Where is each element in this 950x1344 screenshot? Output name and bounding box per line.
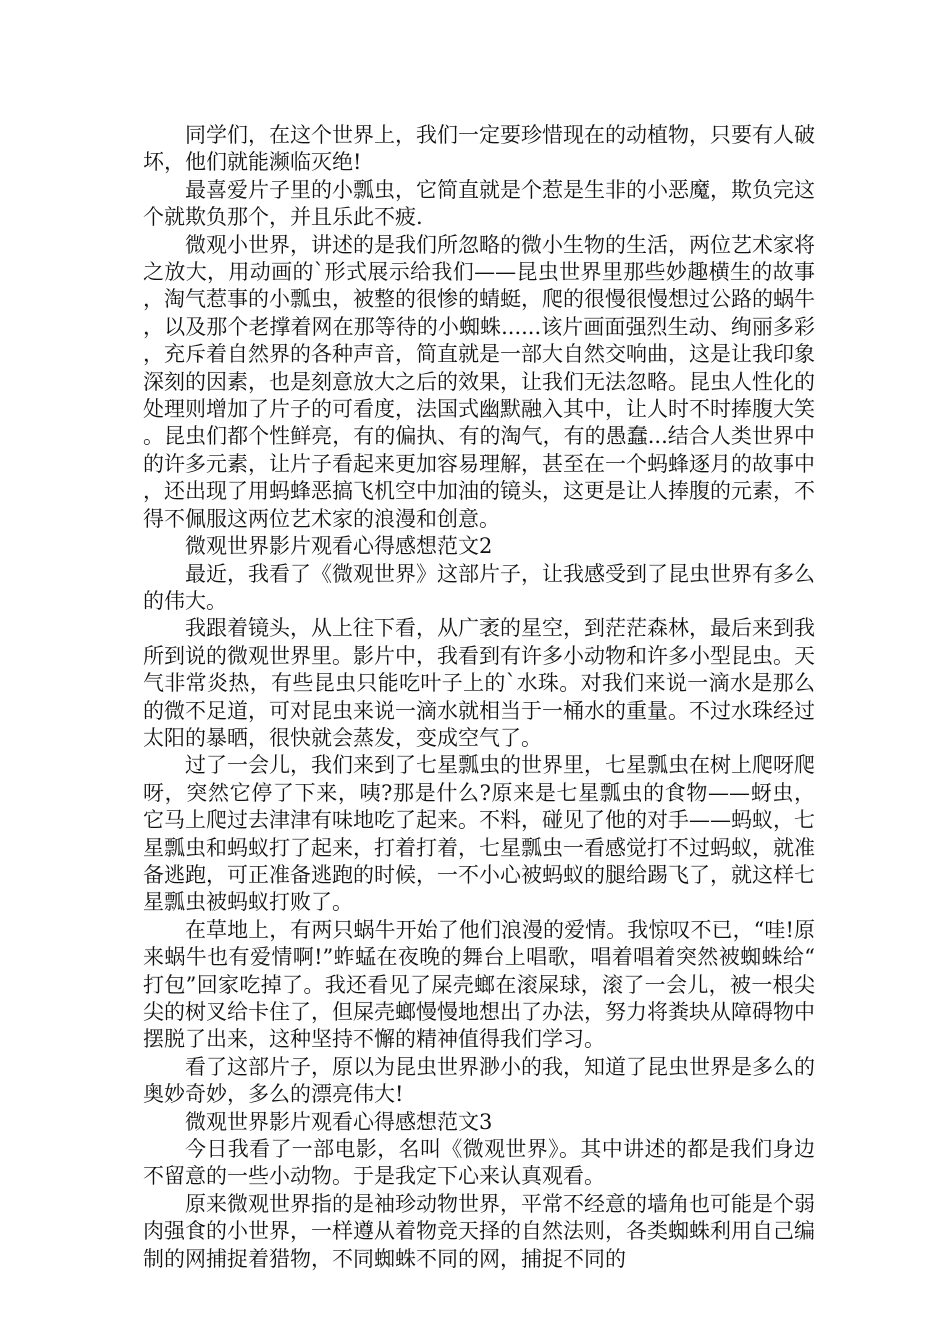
- paragraph-review-2-ladybug: 过了一会儿，我们来到了七星瓢虫的世界里，七星瓢虫在树上爬呀爬呀，突然它停了下来，咦?那是什么?原来是七星瓢虫的食物——蚜虫，它马上爬过去津津有味地吃了起来。不料，碰见了他的对手——蚂蚁，七星瓢虫和蚂蚁打了起来，打着打着，七星瓢虫一看感觉打不过蚂蚁，就准备逃跑，可正准备逃跑的时候，一不小心被蚂蚁的腿给踢飞了，就这样七星瓢虫被蚂蚁打败了。: [143, 753, 815, 915]
- paragraph-review-2-camera: 我跟着镜头，从上往下看，从广袤的星空，到茫茫森林，最后来到我所到说的微观世界里。影片中，我看到有许多小动物和许多小型昆虫。天气非常炎热，有些昆虫只能吃叶子上的`水珠。对我们来说一滴水是那么的微不足道，可对昆虫来说一滴水就相当于一桶水的重量。不过水珠经过太阳的暴晒，很快就会蒸发，变成空气了。: [143, 616, 815, 750]
- paragraph-review-2-intro: 最近，我看了《微观世界》这部片子，让我感受到了昆虫世界有多么的伟大。: [143, 561, 815, 613]
- paragraph-ladybug: 最喜爱片子里的小瓢虫，它简直就是个惹是生非的小恶魔，欺负完这个就欺负那个，并且乐此不疲.: [143, 177, 815, 230]
- paragraph-review-2-conclusion: 看了这部片子，原以为昆虫世界渺小的我，知道了昆虫世界是多么的奥妙奇妙，多么的漂亮伟大!: [143, 1054, 815, 1107]
- document-body: [143, 122, 815, 1273]
- paragraph-intro-conclusion: 同学们，在这个世界上，我们一定要珍惜现在的动植物，只要有人破坏，他们就能濒临灭绝!: [143, 123, 815, 175]
- paragraph-review-2-grass: 在草地上，有两只蜗牛开始了他们浪漫的爱情。我惊叹不已，“哇!原来蜗牛也有爱情啊!”蚱蜢在夜晚的舞台上唱歌，唱着唱着突然被蜘蛛给“打包”回家吃掉了。我还看见了屎壳螂在滚屎球，滚了一会儿，被一根尖尖的树叉给卡住了，但屎壳螂慢慢地想出了办法，努力将粪块从障碍物中摆脱了出来，这种坚持不懈的精神值得我们学习。: [143, 917, 815, 1052]
- paragraph-review-1: 微观小世界，讲述的是我们所忽略的微小生物的生活，两位艺术家将之放大，用动画的`形式展示给我们——昆虫世界里那些妙趣横生的故事，淘气惹事的小瓢虫，被整的很惨的蜻蜓，爬的很慢很慢想过公路的蜗牛，以及那个老撑着网在那等待的小蜘蛛......该片画面强烈生动、绚丽多彩，充斥着自然界的各种声音，简直就是一部大自然交响曲，这是让我印象深刻的因素，也是刻意放大之后的效果，让我们无法忽略。昆虫人性化的处理则增加了片子的可看度，法国式幽默融入其中，让人时不时捧腹大笑。昆虫们都个性鲜亮，有的偏执、有的淘气，有的愚蠢...结合人类世界中的许多元素，让片子看起来更加容易理解，甚至在一个蚂蜂逐月的故事中，还出现了用蚂蜂恶搞飞机空中加油的镜头，这更是让人捧腹的元素，不得不佩服这两位艺术家的浪漫和创意。: [143, 232, 815, 531]
- section-heading-3: 微观世界影片观看心得感想范文3: [185, 1109, 493, 1134]
- paragraph-review-3-world: 原来微观世界指的是袖珍动物世界，平常不经意的墙角也可能是个弱肉强食的小世界，一样遵从着物竞天择的自然法则，各类蜘蛛利用自己编制的网捕捉着猎物，不同蜘蛛不同的网，捕捉不同的: [143, 1191, 815, 1271]
- section-heading-2: 微观世界影片观看心得感想范文2: [185, 534, 493, 559]
- paragraph-review-3-intro: 今日我看了一部电影，名叫《微观世界》。其中讲述的都是我们身边不留意的一些小动物。于是我定下心来认真观看。: [143, 1137, 815, 1189]
